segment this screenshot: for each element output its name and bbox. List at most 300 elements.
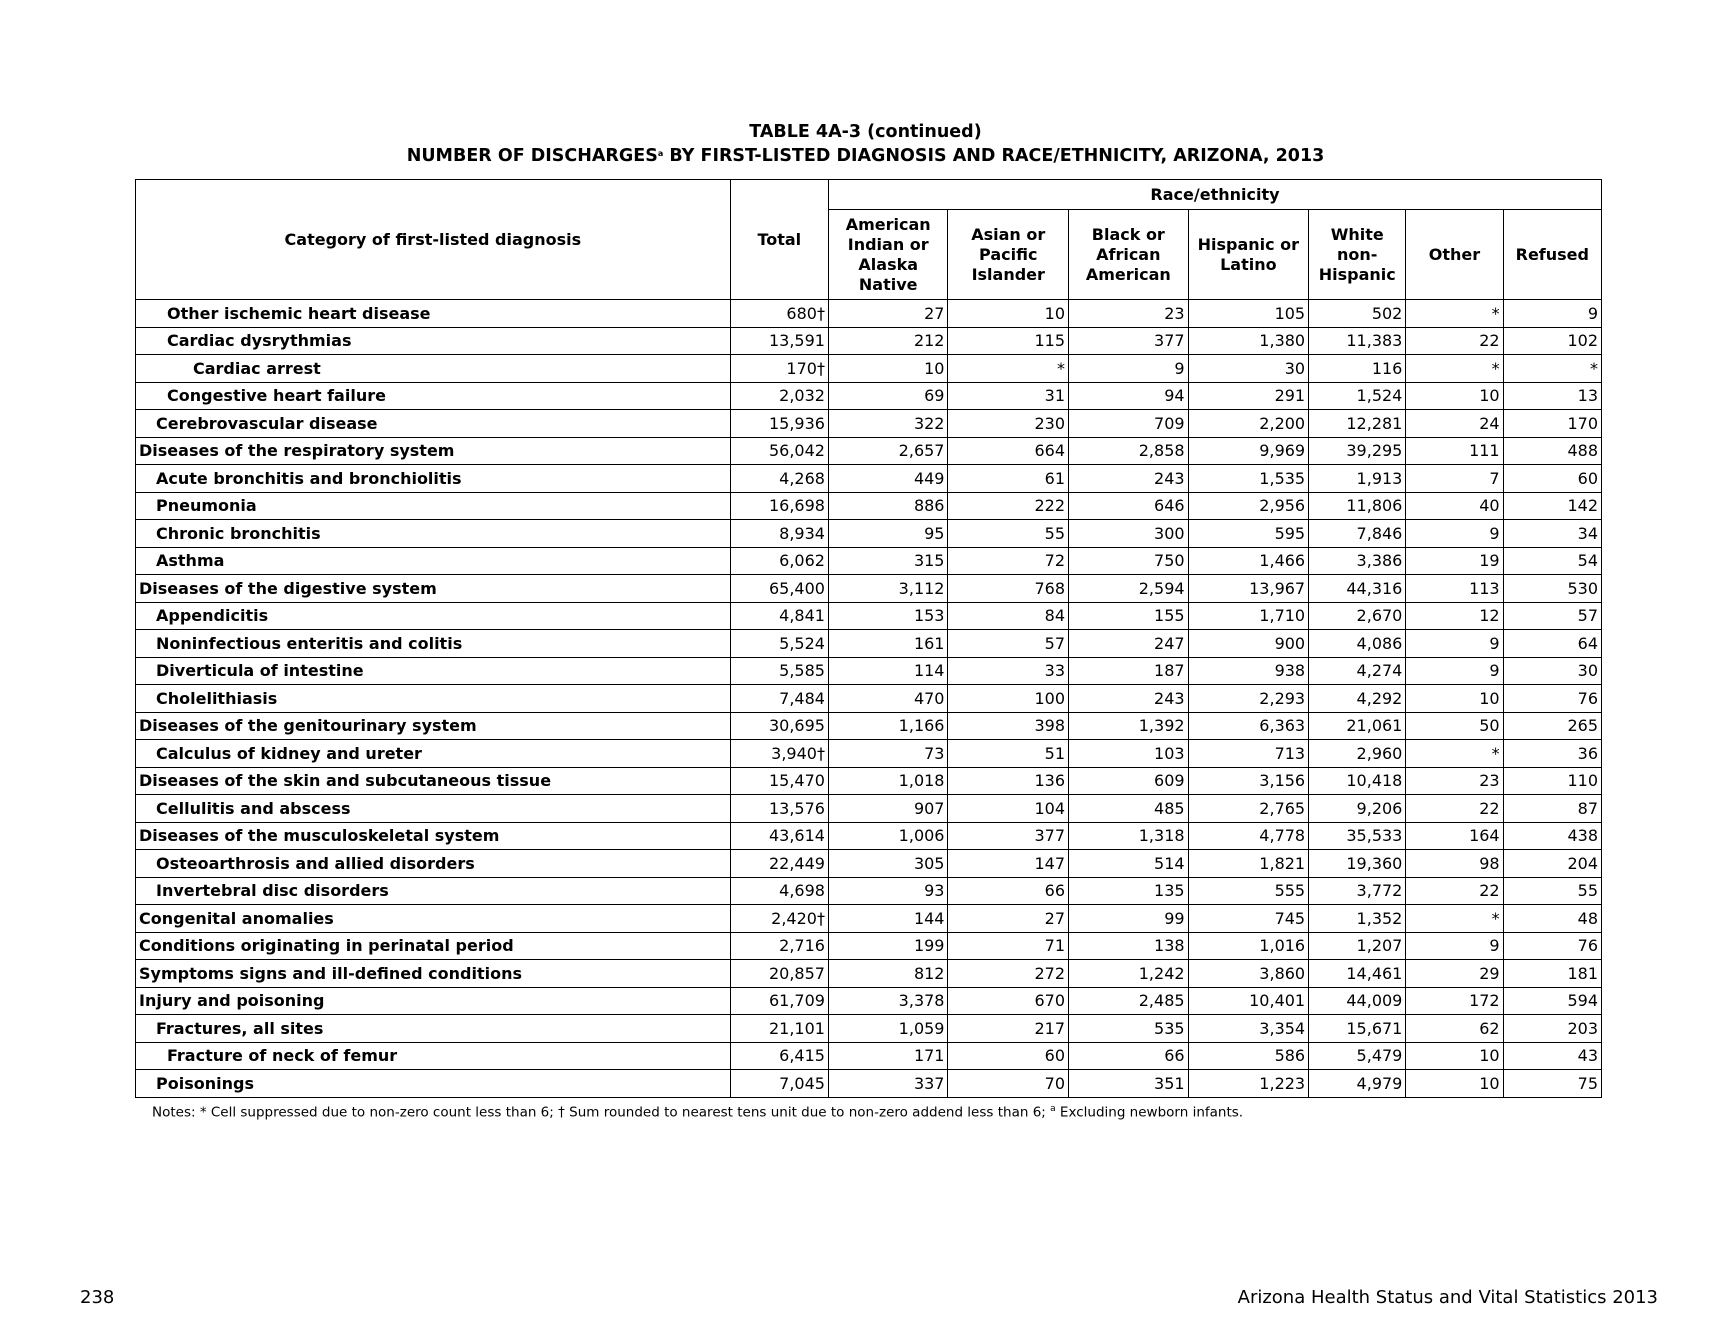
cell-white: 11,806 bbox=[1309, 492, 1406, 520]
cell-white: 10,418 bbox=[1309, 767, 1406, 795]
cell-total: 170† bbox=[730, 355, 828, 383]
cell-total: 3,940† bbox=[730, 740, 828, 768]
cell-other: 7 bbox=[1406, 465, 1503, 493]
row-category: Conditions originating in perinatal period bbox=[136, 932, 731, 960]
cell-hispanic: 713 bbox=[1188, 740, 1309, 768]
table-row bbox=[136, 630, 1602, 658]
cell-other: 10 bbox=[1406, 1042, 1503, 1070]
row-category: Other ischemic heart disease bbox=[136, 300, 731, 328]
cell-refused: 43 bbox=[1503, 1042, 1601, 1070]
cell-american-indian: 907 bbox=[828, 795, 948, 823]
cell-american-indian: 305 bbox=[828, 850, 948, 878]
row-category: Pneumonia bbox=[136, 492, 731, 520]
cell-refused: 204 bbox=[1503, 850, 1601, 878]
table-row bbox=[136, 492, 1602, 520]
cell-asian-pacific: 33 bbox=[948, 657, 1069, 685]
cell-black: 709 bbox=[1069, 410, 1189, 438]
cell-hispanic: 4,778 bbox=[1188, 822, 1309, 850]
header-american-indian: American Indian or Alaska Native bbox=[828, 210, 948, 300]
cell-refused: 87 bbox=[1503, 795, 1601, 823]
table-subtitle bbox=[0, 146, 1731, 166]
cell-black: 103 bbox=[1069, 740, 1189, 768]
cell-asian-pacific: 115 bbox=[948, 327, 1069, 355]
cell-asian-pacific: 100 bbox=[948, 685, 1069, 713]
cell-white: 15,671 bbox=[1309, 1015, 1406, 1043]
cell-asian-pacific: 71 bbox=[948, 932, 1069, 960]
cell-total: 6,415 bbox=[730, 1042, 828, 1070]
cell-asian-pacific: 136 bbox=[948, 767, 1069, 795]
row-category: Symptoms signs and ill-defined conditions bbox=[136, 960, 731, 988]
cell-american-indian: 161 bbox=[828, 630, 948, 658]
cell-american-indian: 153 bbox=[828, 602, 948, 630]
cell-american-indian: 1,059 bbox=[828, 1015, 948, 1043]
cell-total: 4,268 bbox=[730, 465, 828, 493]
cell-black: 300 bbox=[1069, 520, 1189, 548]
row-category: Cerebrovascular disease bbox=[136, 410, 731, 438]
cell-asian-pacific: 55 bbox=[948, 520, 1069, 548]
cell-total: 13,591 bbox=[730, 327, 828, 355]
cell-refused: 488 bbox=[1503, 437, 1601, 465]
cell-refused: 265 bbox=[1503, 712, 1601, 740]
cell-white: 1,352 bbox=[1309, 905, 1406, 933]
row-category: Appendicitis bbox=[136, 602, 731, 630]
cell-hispanic: 1,223 bbox=[1188, 1070, 1309, 1098]
cell-refused: 530 bbox=[1503, 575, 1601, 603]
cell-asian-pacific: * bbox=[948, 355, 1069, 383]
cell-hispanic: 291 bbox=[1188, 382, 1309, 410]
cell-other: 9 bbox=[1406, 630, 1503, 658]
cell-asian-pacific: 31 bbox=[948, 382, 1069, 410]
cell-hispanic: 555 bbox=[1188, 877, 1309, 905]
cell-total: 6,062 bbox=[730, 547, 828, 575]
row-category: Asthma bbox=[136, 547, 731, 575]
cell-refused: 75 bbox=[1503, 1070, 1601, 1098]
cell-american-indian: 337 bbox=[828, 1070, 948, 1098]
cell-other: 62 bbox=[1406, 1015, 1503, 1043]
cell-black: 243 bbox=[1069, 465, 1189, 493]
cell-other: 24 bbox=[1406, 410, 1503, 438]
cell-hispanic: 2,956 bbox=[1188, 492, 1309, 520]
cell-total: 8,934 bbox=[730, 520, 828, 548]
cell-refused: 34 bbox=[1503, 520, 1601, 548]
header-asian-pacific: Asian or Pacific Islander bbox=[948, 210, 1069, 300]
cell-hispanic: 1,710 bbox=[1188, 602, 1309, 630]
cell-total: 15,936 bbox=[730, 410, 828, 438]
cell-american-indian: 886 bbox=[828, 492, 948, 520]
cell-asian-pacific: 27 bbox=[948, 905, 1069, 933]
table-row bbox=[136, 520, 1602, 548]
cell-other: 22 bbox=[1406, 795, 1503, 823]
cell-black: 135 bbox=[1069, 877, 1189, 905]
cell-white: 9,206 bbox=[1309, 795, 1406, 823]
subtitle-footnote-marker: a bbox=[657, 149, 664, 158]
header-category: Category of first-listed diagnosis bbox=[136, 180, 731, 300]
table-row bbox=[136, 657, 1602, 685]
cell-total: 22,449 bbox=[730, 850, 828, 878]
header-total: Total bbox=[730, 180, 828, 300]
cell-total: 43,614 bbox=[730, 822, 828, 850]
cell-hispanic: 900 bbox=[1188, 630, 1309, 658]
cell-other: 10 bbox=[1406, 685, 1503, 713]
cell-hispanic: 13,967 bbox=[1188, 575, 1309, 603]
cell-black: 535 bbox=[1069, 1015, 1189, 1043]
cell-asian-pacific: 217 bbox=[948, 1015, 1069, 1043]
table-row bbox=[136, 822, 1602, 850]
cell-refused: 102 bbox=[1503, 327, 1601, 355]
table-row bbox=[136, 1042, 1602, 1070]
cell-american-indian: 315 bbox=[828, 547, 948, 575]
cell-refused: * bbox=[1503, 355, 1601, 383]
cell-black: 514 bbox=[1069, 850, 1189, 878]
cell-other: 9 bbox=[1406, 657, 1503, 685]
cell-black: 2,594 bbox=[1069, 575, 1189, 603]
table-body bbox=[136, 300, 1602, 1098]
cell-asian-pacific: 84 bbox=[948, 602, 1069, 630]
cell-refused: 76 bbox=[1503, 932, 1601, 960]
page-footer: Arizona Health Status and Vital Statistics 2013 bbox=[1237, 1287, 1658, 1308]
cell-white: 1,913 bbox=[1309, 465, 1406, 493]
cell-other: 111 bbox=[1406, 437, 1503, 465]
cell-black: 1,318 bbox=[1069, 822, 1189, 850]
cell-white: 4,292 bbox=[1309, 685, 1406, 713]
cell-refused: 13 bbox=[1503, 382, 1601, 410]
cell-american-indian: 3,378 bbox=[828, 987, 948, 1015]
cell-white: 116 bbox=[1309, 355, 1406, 383]
cell-black: 23 bbox=[1069, 300, 1189, 328]
cell-other: * bbox=[1406, 355, 1503, 383]
cell-american-indian: 1,166 bbox=[828, 712, 948, 740]
cell-asian-pacific: 70 bbox=[948, 1070, 1069, 1098]
row-category: Noninfectious enteritis and colitis bbox=[136, 630, 731, 658]
cell-asian-pacific: 147 bbox=[948, 850, 1069, 878]
cell-black: 1,242 bbox=[1069, 960, 1189, 988]
cell-asian-pacific: 670 bbox=[948, 987, 1069, 1015]
subtitle-text-1: NUMBER OF DISCHARGES bbox=[406, 146, 658, 166]
cell-black: 1,392 bbox=[1069, 712, 1189, 740]
cell-american-indian: 69 bbox=[828, 382, 948, 410]
cell-black: 187 bbox=[1069, 657, 1189, 685]
cell-white: 7,846 bbox=[1309, 520, 1406, 548]
cell-american-indian: 2,657 bbox=[828, 437, 948, 465]
cell-black: 94 bbox=[1069, 382, 1189, 410]
cell-white: 35,533 bbox=[1309, 822, 1406, 850]
cell-hispanic: 586 bbox=[1188, 1042, 1309, 1070]
cell-white: 2,670 bbox=[1309, 602, 1406, 630]
cell-asian-pacific: 72 bbox=[948, 547, 1069, 575]
table-row bbox=[136, 987, 1602, 1015]
table-row bbox=[136, 960, 1602, 988]
table-row bbox=[136, 932, 1602, 960]
cell-black: 2,858 bbox=[1069, 437, 1189, 465]
cell-white: 4,086 bbox=[1309, 630, 1406, 658]
cell-hispanic: 1,821 bbox=[1188, 850, 1309, 878]
cell-total: 2,420† bbox=[730, 905, 828, 933]
table-row bbox=[136, 602, 1602, 630]
cell-white: 21,061 bbox=[1309, 712, 1406, 740]
discharges-table bbox=[135, 179, 1602, 1098]
table-row bbox=[136, 740, 1602, 768]
cell-total: 4,841 bbox=[730, 602, 828, 630]
cell-total: 61,709 bbox=[730, 987, 828, 1015]
cell-american-indian: 171 bbox=[828, 1042, 948, 1070]
row-category: Congenital anomalies bbox=[136, 905, 731, 933]
cell-total: 65,400 bbox=[730, 575, 828, 603]
cell-asian-pacific: 51 bbox=[948, 740, 1069, 768]
row-category: Congestive heart failure bbox=[136, 382, 731, 410]
cell-american-indian: 95 bbox=[828, 520, 948, 548]
row-category: Diseases of the respiratory system bbox=[136, 437, 731, 465]
cell-total: 7,045 bbox=[730, 1070, 828, 1098]
cell-hispanic: 30 bbox=[1188, 355, 1309, 383]
cell-asian-pacific: 66 bbox=[948, 877, 1069, 905]
cell-white: 14,461 bbox=[1309, 960, 1406, 988]
cell-american-indian: 470 bbox=[828, 685, 948, 713]
cell-other: 12 bbox=[1406, 602, 1503, 630]
cell-other: 22 bbox=[1406, 327, 1503, 355]
row-category: Cholelithiasis bbox=[136, 685, 731, 713]
cell-american-indian: 199 bbox=[828, 932, 948, 960]
table-title: TABLE 4A-3 (continued) bbox=[749, 122, 982, 142]
notes-text-2: Excluding newborn infants. bbox=[1055, 1104, 1244, 1121]
cell-refused: 57 bbox=[1503, 602, 1601, 630]
cell-hispanic: 10,401 bbox=[1188, 987, 1309, 1015]
header-other: Other bbox=[1406, 210, 1503, 300]
cell-hispanic: 2,765 bbox=[1188, 795, 1309, 823]
cell-black: 351 bbox=[1069, 1070, 1189, 1098]
page-number: 238 bbox=[80, 1287, 115, 1308]
row-category: Cardiac arrest bbox=[136, 355, 731, 383]
cell-other: * bbox=[1406, 300, 1503, 328]
row-category: Diseases of the genitourinary system bbox=[136, 712, 731, 740]
row-category: Diseases of the musculoskeletal system bbox=[136, 822, 731, 850]
table-row bbox=[136, 795, 1602, 823]
table-row bbox=[136, 382, 1602, 410]
cell-hispanic: 2,293 bbox=[1188, 685, 1309, 713]
header-refused: Refused bbox=[1503, 210, 1601, 300]
cell-total: 5,524 bbox=[730, 630, 828, 658]
row-category: Chronic bronchitis bbox=[136, 520, 731, 548]
cell-refused: 36 bbox=[1503, 740, 1601, 768]
cell-american-indian: 322 bbox=[828, 410, 948, 438]
row-category: Calculus of kidney and ureter bbox=[136, 740, 731, 768]
cell-hispanic: 1,016 bbox=[1188, 932, 1309, 960]
cell-white: 1,207 bbox=[1309, 932, 1406, 960]
cell-hispanic: 595 bbox=[1188, 520, 1309, 548]
cell-white: 39,295 bbox=[1309, 437, 1406, 465]
cell-black: 485 bbox=[1069, 795, 1189, 823]
cell-black: 9 bbox=[1069, 355, 1189, 383]
cell-black: 750 bbox=[1069, 547, 1189, 575]
cell-total: 7,484 bbox=[730, 685, 828, 713]
cell-black: 377 bbox=[1069, 327, 1189, 355]
cell-hispanic: 2,200 bbox=[1188, 410, 1309, 438]
cell-hispanic: 1,466 bbox=[1188, 547, 1309, 575]
cell-asian-pacific: 222 bbox=[948, 492, 1069, 520]
cell-refused: 110 bbox=[1503, 767, 1601, 795]
cell-other: 23 bbox=[1406, 767, 1503, 795]
cell-white: 44,009 bbox=[1309, 987, 1406, 1015]
table-row bbox=[136, 437, 1602, 465]
table-row bbox=[136, 410, 1602, 438]
cell-hispanic: 1,380 bbox=[1188, 327, 1309, 355]
cell-white: 4,979 bbox=[1309, 1070, 1406, 1098]
cell-asian-pacific: 768 bbox=[948, 575, 1069, 603]
cell-other: 40 bbox=[1406, 492, 1503, 520]
cell-total: 20,857 bbox=[730, 960, 828, 988]
row-category: Diverticula of intestine bbox=[136, 657, 731, 685]
cell-asian-pacific: 664 bbox=[948, 437, 1069, 465]
cell-other: 172 bbox=[1406, 987, 1503, 1015]
row-category: Cardiac dysrythmias bbox=[136, 327, 731, 355]
cell-refused: 142 bbox=[1503, 492, 1601, 520]
cell-american-indian: 93 bbox=[828, 877, 948, 905]
cell-white: 19,360 bbox=[1309, 850, 1406, 878]
cell-total: 2,032 bbox=[730, 382, 828, 410]
cell-hispanic: 6,363 bbox=[1188, 712, 1309, 740]
table-row bbox=[136, 767, 1602, 795]
cell-other: 164 bbox=[1406, 822, 1503, 850]
cell-white: 5,479 bbox=[1309, 1042, 1406, 1070]
table-row bbox=[136, 1015, 1602, 1043]
header-white: White non-Hispanic bbox=[1309, 210, 1406, 300]
cell-asian-pacific: 230 bbox=[948, 410, 1069, 438]
cell-other: 22 bbox=[1406, 877, 1503, 905]
cell-black: 99 bbox=[1069, 905, 1189, 933]
cell-total: 15,470 bbox=[730, 767, 828, 795]
cell-american-indian: 212 bbox=[828, 327, 948, 355]
header-hispanic: Hispanic or Latino bbox=[1188, 210, 1309, 300]
cell-total: 21,101 bbox=[730, 1015, 828, 1043]
cell-white: 502 bbox=[1309, 300, 1406, 328]
cell-white: 4,274 bbox=[1309, 657, 1406, 685]
table-notes bbox=[152, 1104, 1243, 1121]
header-race-ethnicity: Race/ethnicity bbox=[828, 180, 1601, 210]
cell-black: 66 bbox=[1069, 1042, 1189, 1070]
row-category: Diseases of the digestive system bbox=[136, 575, 731, 603]
notes-text-1: Notes: * Cell suppressed due to non-zero count less than 6; † Sum rounded to nearest tens unit due to non-zero addend less than 6; bbox=[152, 1104, 1051, 1121]
cell-other: * bbox=[1406, 905, 1503, 933]
table-row bbox=[136, 1070, 1602, 1098]
row-category: Fractures, all sites bbox=[136, 1015, 731, 1043]
cell-other: 29 bbox=[1406, 960, 1503, 988]
table-row bbox=[136, 355, 1602, 383]
cell-refused: 438 bbox=[1503, 822, 1601, 850]
cell-asian-pacific: 377 bbox=[948, 822, 1069, 850]
cell-american-indian: 114 bbox=[828, 657, 948, 685]
cell-total: 4,698 bbox=[730, 877, 828, 905]
cell-white: 12,281 bbox=[1309, 410, 1406, 438]
table-row bbox=[136, 547, 1602, 575]
cell-asian-pacific: 60 bbox=[948, 1042, 1069, 1070]
cell-white: 3,386 bbox=[1309, 547, 1406, 575]
table-row bbox=[136, 685, 1602, 713]
cell-other: 9 bbox=[1406, 932, 1503, 960]
cell-hispanic: 3,156 bbox=[1188, 767, 1309, 795]
table-row bbox=[136, 465, 1602, 493]
row-category: Osteoarthrosis and allied disorders bbox=[136, 850, 731, 878]
cell-hispanic: 9,969 bbox=[1188, 437, 1309, 465]
cell-refused: 594 bbox=[1503, 987, 1601, 1015]
header-black: Black or African American bbox=[1069, 210, 1189, 300]
cell-total: 2,716 bbox=[730, 932, 828, 960]
cell-white: 11,383 bbox=[1309, 327, 1406, 355]
table-row bbox=[136, 877, 1602, 905]
cell-other: 10 bbox=[1406, 382, 1503, 410]
cell-refused: 9 bbox=[1503, 300, 1601, 328]
cell-american-indian: 27 bbox=[828, 300, 948, 328]
cell-black: 2,485 bbox=[1069, 987, 1189, 1015]
cell-american-indian: 449 bbox=[828, 465, 948, 493]
row-category: Fracture of neck of femur bbox=[136, 1042, 731, 1070]
table-row bbox=[136, 327, 1602, 355]
cell-asian-pacific: 57 bbox=[948, 630, 1069, 658]
cell-other: 50 bbox=[1406, 712, 1503, 740]
cell-black: 138 bbox=[1069, 932, 1189, 960]
row-category: Poisonings bbox=[136, 1070, 731, 1098]
cell-american-indian: 73 bbox=[828, 740, 948, 768]
cell-asian-pacific: 272 bbox=[948, 960, 1069, 988]
cell-asian-pacific: 398 bbox=[948, 712, 1069, 740]
cell-hispanic: 105 bbox=[1188, 300, 1309, 328]
table-row bbox=[136, 300, 1602, 328]
cell-black: 243 bbox=[1069, 685, 1189, 713]
cell-total: 5,585 bbox=[730, 657, 828, 685]
cell-refused: 203 bbox=[1503, 1015, 1601, 1043]
row-category: Cellulitis and abscess bbox=[136, 795, 731, 823]
cell-black: 247 bbox=[1069, 630, 1189, 658]
cell-asian-pacific: 104 bbox=[948, 795, 1069, 823]
cell-refused: 48 bbox=[1503, 905, 1601, 933]
cell-total: 30,695 bbox=[730, 712, 828, 740]
cell-total: 56,042 bbox=[730, 437, 828, 465]
cell-american-indian: 3,112 bbox=[828, 575, 948, 603]
cell-hispanic: 745 bbox=[1188, 905, 1309, 933]
table-row bbox=[136, 850, 1602, 878]
cell-other: * bbox=[1406, 740, 1503, 768]
cell-other: 113 bbox=[1406, 575, 1503, 603]
cell-black: 609 bbox=[1069, 767, 1189, 795]
row-category: Injury and poisoning bbox=[136, 987, 731, 1015]
row-category: Diseases of the skin and subcutaneous tissue bbox=[136, 767, 731, 795]
cell-hispanic: 938 bbox=[1188, 657, 1309, 685]
cell-hispanic: 3,354 bbox=[1188, 1015, 1309, 1043]
cell-asian-pacific: 10 bbox=[948, 300, 1069, 328]
cell-other: 10 bbox=[1406, 1070, 1503, 1098]
table-row bbox=[136, 712, 1602, 740]
subtitle-text-2: BY FIRST-LISTED DIAGNOSIS AND RACE/ETHNICITY, ARIZONA, 2013 bbox=[663, 146, 1325, 166]
cell-hispanic: 3,860 bbox=[1188, 960, 1309, 988]
row-category: Invertebral disc disorders bbox=[136, 877, 731, 905]
cell-white: 2,960 bbox=[1309, 740, 1406, 768]
cell-refused: 181 bbox=[1503, 960, 1601, 988]
cell-refused: 55 bbox=[1503, 877, 1601, 905]
cell-refused: 170 bbox=[1503, 410, 1601, 438]
cell-white: 44,316 bbox=[1309, 575, 1406, 603]
table-row bbox=[136, 575, 1602, 603]
cell-refused: 76 bbox=[1503, 685, 1601, 713]
cell-american-indian: 1,018 bbox=[828, 767, 948, 795]
cell-american-indian: 10 bbox=[828, 355, 948, 383]
cell-american-indian: 812 bbox=[828, 960, 948, 988]
cell-refused: 60 bbox=[1503, 465, 1601, 493]
cell-refused: 54 bbox=[1503, 547, 1601, 575]
cell-refused: 64 bbox=[1503, 630, 1601, 658]
cell-american-indian: 1,006 bbox=[828, 822, 948, 850]
cell-white: 3,772 bbox=[1309, 877, 1406, 905]
cell-asian-pacific: 61 bbox=[948, 465, 1069, 493]
cell-other: 19 bbox=[1406, 547, 1503, 575]
row-category: Acute bronchitis and bronchiolitis bbox=[136, 465, 731, 493]
